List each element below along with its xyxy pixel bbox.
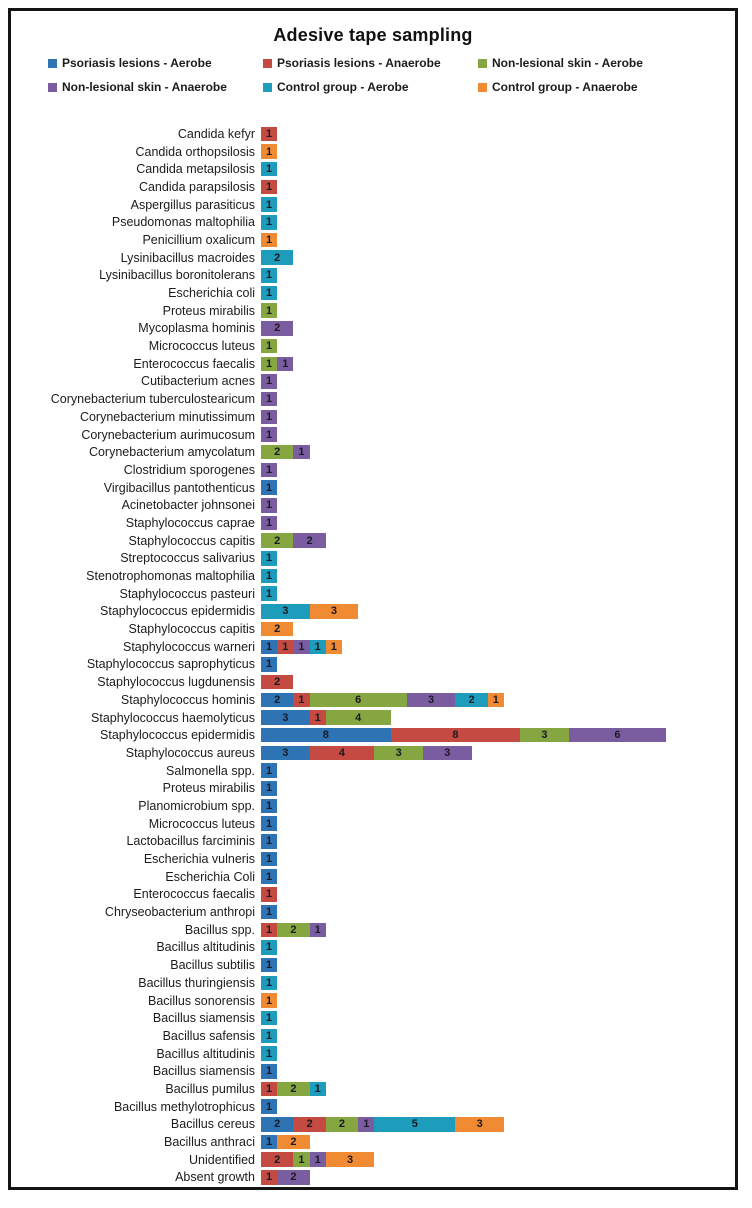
stacked-bar bbox=[261, 268, 277, 283]
stacked-bar bbox=[261, 976, 277, 991]
chart-row bbox=[17, 726, 731, 744]
bar-segment-pl_an: 1 bbox=[293, 693, 309, 708]
bar-segment-cg_ae: 2 bbox=[261, 250, 293, 265]
legend-label: Non-lesional skin - Aerobe bbox=[492, 56, 643, 70]
category-label: Bacillus altitudinis bbox=[156, 1046, 255, 1061]
chart-row bbox=[17, 886, 731, 904]
bar-segment-pl_an: 2 bbox=[261, 675, 293, 690]
chart-row bbox=[17, 213, 731, 231]
category-label: Candida parapsilosis bbox=[138, 179, 255, 194]
chart-frame bbox=[8, 8, 738, 1190]
category-label: Lactobacillus farciminis bbox=[126, 834, 255, 849]
legend-item-cg_an bbox=[478, 80, 678, 94]
category-label: Absent growth bbox=[175, 1170, 255, 1185]
chart-row bbox=[17, 833, 731, 851]
bar-segment-cg_ae: 1 bbox=[261, 940, 277, 955]
chart-row bbox=[17, 744, 731, 762]
bar-segment-pl_an: 4 bbox=[310, 746, 375, 761]
bar-segment-pl_ae: 1 bbox=[261, 763, 277, 778]
chart-row bbox=[17, 603, 731, 621]
chart-rows bbox=[17, 125, 731, 1186]
chart-row bbox=[17, 1116, 731, 1134]
stacked-bar bbox=[261, 339, 277, 354]
category-label: Enterococcus faecalis bbox=[133, 887, 255, 902]
category-label: Staphylococcus capitis bbox=[128, 622, 255, 637]
category-label: Staphylococcus saprophyticus bbox=[86, 657, 255, 672]
bar-segment-cg_ae: 1 bbox=[310, 1082, 326, 1097]
bar-segment-pl_an: 1 bbox=[261, 887, 277, 902]
chart-row bbox=[17, 815, 731, 833]
stacked-bar bbox=[261, 321, 293, 336]
bar-segment-pl_an: 1 bbox=[261, 1170, 277, 1185]
bar-segment-cg_ae: 1 bbox=[261, 569, 277, 584]
chart-row bbox=[17, 443, 731, 461]
bar-segment-pl_ae: 1 bbox=[261, 958, 277, 973]
legend-label: Control group - Anaerobe bbox=[492, 80, 638, 94]
category-label: Cutibacterium acnes bbox=[141, 374, 255, 389]
bar-segment-nl_ae: 2 bbox=[261, 533, 293, 548]
bar-segment-cg_an: 2 bbox=[277, 1135, 309, 1150]
bar-segment-cg_ae: 1 bbox=[261, 268, 277, 283]
stacked-bar bbox=[261, 533, 326, 548]
stacked-bar bbox=[261, 480, 277, 495]
category-label: Stenotrophomonas maltophilia bbox=[86, 569, 255, 584]
bar-segment-pl_an: 1 bbox=[261, 1082, 277, 1097]
stacked-bar bbox=[261, 693, 504, 708]
stacked-bar bbox=[261, 1046, 277, 1061]
bar-segment-nl_ae: 4 bbox=[326, 710, 391, 725]
bar-segment-pl_an: 1 bbox=[261, 923, 277, 938]
category-label: Corynebacterium aurimucosum bbox=[81, 427, 255, 442]
bar-segment-cg_ae: 2 bbox=[455, 693, 487, 708]
bar-segment-cg_ae: 1 bbox=[261, 215, 277, 230]
chart-row bbox=[17, 178, 731, 196]
chart-row bbox=[17, 1080, 731, 1098]
category-label: Enterococcus faecalis bbox=[133, 356, 255, 371]
category-label: Candida orthopsilosis bbox=[135, 144, 255, 159]
chart-row bbox=[17, 125, 731, 143]
stacked-bar bbox=[261, 604, 358, 619]
bar-segment-pl_an: 2 bbox=[261, 1152, 293, 1167]
bar-segment-nl_an: 1 bbox=[293, 640, 309, 655]
stacked-bar bbox=[261, 887, 277, 902]
category-label: Bacillus safensis bbox=[162, 1028, 255, 1043]
stacked-bar bbox=[261, 374, 277, 389]
bar-segment-pl_ae: 1 bbox=[261, 640, 277, 655]
bar-segment-nl_ae: 2 bbox=[261, 445, 293, 460]
chart-row bbox=[17, 408, 731, 426]
bar-segment-pl_an: 2 bbox=[293, 1117, 325, 1132]
category-label: Planomicrobium spp. bbox=[138, 798, 255, 813]
category-label: Bacillus siamensis bbox=[152, 1064, 255, 1079]
chart-row bbox=[17, 461, 731, 479]
category-label: Pseudomonas maltophilia bbox=[111, 215, 255, 230]
chart-row bbox=[17, 355, 731, 373]
category-label: Staphylococcus warneri bbox=[122, 639, 255, 654]
stacked-bar bbox=[261, 1170, 310, 1185]
bar-segment-cg_ae: 1 bbox=[261, 586, 277, 601]
category-label: Bacillus thuringiensis bbox=[138, 975, 255, 990]
stacked-bar bbox=[261, 357, 293, 372]
chart-row bbox=[17, 1098, 731, 1116]
chart-row bbox=[17, 956, 731, 974]
stacked-bar bbox=[261, 869, 277, 884]
chart-row bbox=[17, 939, 731, 957]
stacked-bar bbox=[261, 622, 293, 637]
bar-segment-nl_an: 1 bbox=[310, 923, 326, 938]
chart-row bbox=[17, 143, 731, 161]
category-label: Staphylococcus hominis bbox=[120, 692, 255, 707]
legend-label: Psoriasis lesions - Anaerobe bbox=[277, 56, 441, 70]
bar-segment-pl_ae: 1 bbox=[261, 1099, 277, 1114]
stacked-bar bbox=[261, 746, 472, 761]
stacked-bar bbox=[261, 144, 277, 159]
stacked-bar bbox=[261, 286, 277, 301]
chart-row bbox=[17, 196, 731, 214]
stacked-bar bbox=[261, 586, 277, 601]
category-label: Micrococcus luteus bbox=[148, 816, 255, 831]
bar-segment-nl_ae: 1 bbox=[261, 303, 277, 318]
chart-row bbox=[17, 921, 731, 939]
stacked-bar bbox=[261, 569, 277, 584]
chart-row bbox=[17, 514, 731, 532]
bar-segment-cg_an: 2 bbox=[261, 622, 293, 637]
stacked-bar bbox=[261, 1029, 277, 1044]
legend-label: Psoriasis lesions - Aerobe bbox=[62, 56, 212, 70]
bar-segment-nl_an: 1 bbox=[261, 516, 277, 531]
chart-row bbox=[17, 779, 731, 797]
chart-row bbox=[17, 390, 731, 408]
bar-segment-pl_an: 1 bbox=[277, 640, 293, 655]
category-label: Clostridium sporogenes bbox=[123, 462, 255, 477]
chart-row bbox=[17, 479, 731, 497]
category-label: Proteus mirabilis bbox=[162, 781, 255, 796]
chart-row bbox=[17, 797, 731, 815]
category-label: Bacillus pumilus bbox=[165, 1081, 255, 1096]
bar-segment-cg_an: 3 bbox=[455, 1117, 504, 1132]
chart-row bbox=[17, 1045, 731, 1063]
category-label: Bacillus altitudinis bbox=[156, 940, 255, 955]
stacked-bar bbox=[261, 993, 277, 1008]
bar-segment-nl_ae: 3 bbox=[520, 728, 569, 743]
bar-segment-nl_an: 2 bbox=[293, 533, 325, 548]
chart-row bbox=[17, 585, 731, 603]
bar-segment-cg_an: 3 bbox=[326, 1152, 375, 1167]
bar-segment-cg_ae: 5 bbox=[374, 1117, 455, 1132]
legend-swatch-icon bbox=[478, 83, 487, 92]
stacked-bar bbox=[261, 710, 391, 725]
stacked-bar bbox=[261, 657, 277, 672]
category-label: Bacillus spp. bbox=[184, 922, 255, 937]
category-label: Staphylococcus pasteuri bbox=[119, 586, 255, 601]
legend-swatch-icon bbox=[48, 83, 57, 92]
chart-row bbox=[17, 691, 731, 709]
bar-segment-cg_an: 1 bbox=[326, 640, 342, 655]
bar-segment-pl_ae: 3 bbox=[261, 710, 310, 725]
bar-segment-pl_an: 1 bbox=[310, 710, 326, 725]
chart-row bbox=[17, 231, 731, 249]
category-label: Lysinibacillus boronitolerans bbox=[99, 268, 255, 283]
chart-row bbox=[17, 1151, 731, 1169]
bar-segment-nl_an: 1 bbox=[261, 392, 277, 407]
bar-segment-pl_ae: 1 bbox=[261, 816, 277, 831]
bar-segment-nl_ae: 1 bbox=[261, 339, 277, 354]
bar-segment-pl_ae: 1 bbox=[261, 1064, 277, 1079]
category-label: Mycoplasma hominis bbox=[138, 321, 255, 336]
bar-segment-pl_ae: 1 bbox=[261, 1135, 277, 1150]
bar-segment-nl_an: 1 bbox=[358, 1117, 374, 1132]
chart-row bbox=[17, 496, 731, 514]
stacked-bar bbox=[261, 923, 326, 938]
legend-item-pl_an bbox=[263, 56, 478, 70]
bar-segment-cg_ae: 1 bbox=[261, 197, 277, 212]
chart-row bbox=[17, 1133, 731, 1151]
stacked-bar bbox=[261, 834, 277, 849]
stacked-bar bbox=[261, 675, 293, 690]
stacked-bar bbox=[261, 233, 277, 248]
stacked-bar bbox=[261, 250, 293, 265]
bar-segment-cg_an: 1 bbox=[488, 693, 504, 708]
chart-legend bbox=[48, 56, 698, 94]
category-label: Acinetobacter johnsonei bbox=[121, 498, 255, 513]
bar-segment-nl_ae: 2 bbox=[277, 1082, 309, 1097]
bar-segment-nl_ae: 2 bbox=[277, 923, 309, 938]
bar-segment-pl_ae: 1 bbox=[261, 905, 277, 920]
chart-row bbox=[17, 249, 731, 267]
legend-item-nl_an bbox=[48, 80, 263, 94]
chart-row bbox=[17, 868, 731, 886]
bar-segment-cg_ae: 1 bbox=[261, 1011, 277, 1026]
category-label: Salmonella spp. bbox=[166, 763, 255, 778]
stacked-bar bbox=[261, 1152, 374, 1167]
category-label: Candida metapsilosis bbox=[136, 162, 255, 177]
category-label: Bacillus siamensis bbox=[152, 1011, 255, 1026]
bar-segment-nl_ae: 6 bbox=[310, 693, 407, 708]
chart-title: Adesive tape sampling bbox=[273, 25, 473, 45]
bar-segment-nl_ae: 1 bbox=[261, 357, 277, 372]
bar-segment-pl_an: 8 bbox=[391, 728, 521, 743]
bar-segment-cg_ae: 1 bbox=[261, 976, 277, 991]
legend-item-pl_ae bbox=[48, 56, 263, 70]
chart-row bbox=[17, 974, 731, 992]
bar-segment-nl_an: 1 bbox=[310, 1152, 326, 1167]
bar-segment-cg_ae: 3 bbox=[261, 604, 310, 619]
stacked-bar bbox=[261, 162, 277, 177]
chart-row bbox=[17, 550, 731, 568]
bar-segment-cg_ae: 1 bbox=[261, 162, 277, 177]
bar-segment-cg_an: 1 bbox=[261, 993, 277, 1008]
stacked-bar bbox=[261, 763, 277, 778]
category-label: Bacillus methylotrophicus bbox=[113, 1099, 255, 1114]
category-label: Staphylococcus capitis bbox=[128, 533, 255, 548]
chart-row bbox=[17, 1062, 731, 1080]
legend-swatch-icon bbox=[48, 59, 57, 68]
stacked-bar bbox=[261, 445, 310, 460]
bar-segment-nl_ae: 2 bbox=[326, 1117, 358, 1132]
category-label: Proteus mirabilis bbox=[162, 303, 255, 318]
chart-row bbox=[17, 160, 731, 178]
bar-segment-nl_an: 1 bbox=[261, 463, 277, 478]
bar-segment-pl_ae: 8 bbox=[261, 728, 391, 743]
stacked-bar bbox=[261, 551, 277, 566]
legend-label: Control group - Aerobe bbox=[277, 80, 409, 94]
stacked-bar bbox=[261, 905, 277, 920]
category-label: Bacillus sonorensis bbox=[148, 993, 255, 1008]
category-label: Streptococcus salivarius bbox=[120, 551, 255, 566]
bar-segment-cg_an: 3 bbox=[310, 604, 359, 619]
bar-segment-pl_an: 1 bbox=[261, 127, 277, 142]
chart-row bbox=[17, 673, 731, 691]
stacked-bar bbox=[261, 1011, 277, 1026]
bar-segment-pl_ae: 2 bbox=[261, 1117, 293, 1132]
category-label: Escherichia Coli bbox=[165, 869, 255, 884]
bar-segment-nl_an: 3 bbox=[423, 746, 472, 761]
chart-row bbox=[17, 709, 731, 727]
bar-segment-nl_ae: 1 bbox=[293, 1152, 309, 1167]
category-label: Escherichia vulneris bbox=[143, 852, 255, 867]
bar-segment-cg_ae: 1 bbox=[261, 551, 277, 566]
category-label: Aspergillus parasiticus bbox=[130, 197, 255, 212]
stacked-bar bbox=[261, 940, 277, 955]
category-label: Bacillus cereus bbox=[170, 1117, 255, 1132]
chart-row bbox=[17, 992, 731, 1010]
stacked-bar bbox=[261, 640, 342, 655]
bar-segment-pl_ae: 1 bbox=[261, 869, 277, 884]
bar-segment-cg_an: 1 bbox=[261, 233, 277, 248]
stacked-bar bbox=[261, 427, 277, 442]
legend-label: Non-lesional skin - Anaerobe bbox=[62, 80, 227, 94]
bar-segment-cg_ae: 1 bbox=[310, 640, 326, 655]
bar-segment-cg_ae: 1 bbox=[261, 286, 277, 301]
stacked-bar bbox=[261, 498, 277, 513]
stacked-bar bbox=[261, 1082, 326, 1097]
bar-segment-pl_ae: 1 bbox=[261, 480, 277, 495]
bar-segment-pl_ae: 1 bbox=[261, 781, 277, 796]
chart-row bbox=[17, 320, 731, 338]
bar-segment-cg_ae: 1 bbox=[261, 1046, 277, 1061]
legend-swatch-icon bbox=[478, 59, 487, 68]
stacked-bar bbox=[261, 463, 277, 478]
category-label: Staphylococcus epidermidis bbox=[100, 604, 255, 619]
legend-item-cg_ae bbox=[263, 80, 478, 94]
bar-segment-nl_an: 3 bbox=[407, 693, 456, 708]
bar-segment-nl_an: 1 bbox=[261, 427, 277, 442]
category-label: Corynebacterium amycolatum bbox=[88, 445, 255, 460]
stacked-bar bbox=[261, 852, 277, 867]
stacked-bar bbox=[261, 516, 277, 531]
bar-segment-nl_an: 1 bbox=[293, 445, 309, 460]
stacked-bar bbox=[261, 1135, 310, 1150]
chart-row bbox=[17, 762, 731, 780]
bar-segment-nl_an: 2 bbox=[261, 321, 293, 336]
category-label: Lysinibacillus macroides bbox=[120, 250, 255, 265]
bar-segment-cg_ae: 1 bbox=[261, 1029, 277, 1044]
legend-swatch-icon bbox=[263, 59, 272, 68]
category-label: Staphylococcus caprae bbox=[125, 515, 255, 530]
legend-item-nl_ae bbox=[478, 56, 678, 70]
category-label: Chryseobacterium anthropi bbox=[104, 905, 255, 920]
bar-segment-pl_ae: 1 bbox=[261, 799, 277, 814]
chart-row bbox=[17, 267, 731, 285]
chart-row bbox=[17, 426, 731, 444]
category-label: Micrococcus luteus bbox=[148, 339, 255, 354]
bar-segment-nl_an: 6 bbox=[569, 728, 666, 743]
chart-row bbox=[17, 567, 731, 585]
chart-row bbox=[17, 903, 731, 921]
category-label: Corynebacterium minutissimum bbox=[79, 409, 255, 424]
stacked-bar bbox=[261, 1117, 504, 1132]
chart-row bbox=[17, 284, 731, 302]
category-label: Penicillium oxalicum bbox=[142, 232, 255, 247]
stacked-bar bbox=[261, 303, 277, 318]
bar-segment-pl_ae: 1 bbox=[261, 834, 277, 849]
chart-row bbox=[17, 850, 731, 868]
category-label: Escherichia coli bbox=[168, 286, 255, 301]
category-label: Bacillus anthraci bbox=[163, 1135, 255, 1150]
chart-row bbox=[17, 373, 731, 391]
stacked-bar bbox=[261, 799, 277, 814]
category-label: Unidentified bbox=[188, 1152, 255, 1167]
category-label: Virgibacillus pantothenticus bbox=[103, 480, 255, 495]
bar-segment-nl_an: 1 bbox=[261, 498, 277, 513]
chart-row bbox=[17, 337, 731, 355]
stacked-bar bbox=[261, 781, 277, 796]
stacked-bar bbox=[261, 180, 277, 195]
bar-segment-cg_an: 1 bbox=[261, 144, 277, 159]
category-label: Corynebacterium tuberculostearicum bbox=[50, 392, 255, 407]
bar-segment-pl_ae: 1 bbox=[261, 657, 277, 672]
bar-segment-nl_an: 2 bbox=[277, 1170, 309, 1185]
stacked-bar bbox=[261, 816, 277, 831]
stacked-bar bbox=[261, 1064, 277, 1079]
stacked-bar bbox=[261, 197, 277, 212]
chart-row bbox=[17, 532, 731, 550]
chart-row bbox=[17, 620, 731, 638]
stacked-bar bbox=[261, 410, 277, 425]
bar-segment-nl_an: 1 bbox=[261, 374, 277, 389]
chart-row bbox=[17, 1027, 731, 1045]
bar-segment-pl_ae: 2 bbox=[261, 693, 293, 708]
stacked-bar bbox=[261, 215, 277, 230]
stacked-bar bbox=[261, 1099, 277, 1114]
chart-row bbox=[17, 1009, 731, 1027]
chart-row bbox=[17, 638, 731, 656]
chart-row bbox=[17, 656, 731, 674]
bar-segment-pl_ae: 3 bbox=[261, 746, 310, 761]
category-label: Staphylococcus epidermidis bbox=[100, 728, 255, 743]
bar-segment-nl_an: 1 bbox=[277, 357, 293, 372]
category-label: Staphylococcus aureus bbox=[125, 745, 255, 760]
category-label: Candida kefyr bbox=[177, 126, 255, 141]
category-label: Staphylococcus haemolyticus bbox=[91, 710, 255, 725]
bar-segment-pl_ae: 1 bbox=[261, 852, 277, 867]
chart-row bbox=[17, 302, 731, 320]
stacked-bar bbox=[261, 127, 277, 142]
bar-segment-nl_ae: 3 bbox=[374, 746, 423, 761]
legend-swatch-icon bbox=[263, 83, 272, 92]
bar-segment-nl_an: 1 bbox=[261, 410, 277, 425]
bar-segment-pl_an: 1 bbox=[261, 180, 277, 195]
chart-row bbox=[17, 1169, 731, 1187]
category-label: Staphylococcus lugdunensis bbox=[97, 675, 255, 690]
category-label: Bacillus subtilis bbox=[170, 958, 255, 973]
stacked-bar bbox=[261, 728, 666, 743]
stacked-bar bbox=[261, 392, 277, 407]
stacked-bar bbox=[261, 958, 277, 973]
